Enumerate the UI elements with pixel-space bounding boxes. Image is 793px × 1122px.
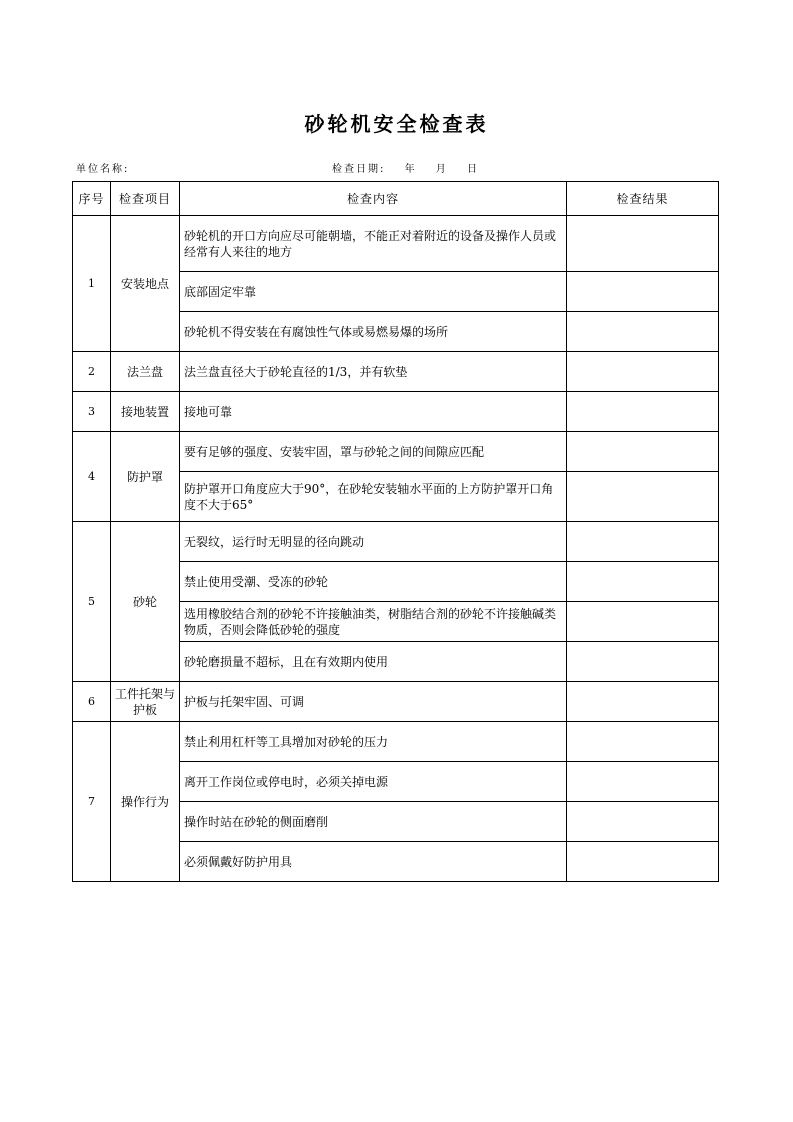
inspection-content: 操作时站在砂轮的侧面磨削	[180, 802, 567, 842]
inspection-result-cell[interactable]	[567, 312, 719, 352]
table-body	[73, 216, 719, 882]
inspection-content: 无裂纹，运行时无明显的径向跳动	[180, 522, 567, 562]
inspection-result-cell[interactable]	[567, 432, 719, 472]
row-number: 5	[73, 522, 111, 682]
row-number: 3	[73, 392, 111, 432]
inspection-result-cell[interactable]	[567, 562, 719, 602]
table-row	[73, 352, 719, 392]
inspection-item: 接地装置	[111, 392, 180, 432]
month-label: 月	[435, 164, 448, 175]
row-number: 7	[73, 722, 111, 882]
inspection-content: 离开工作岗位或停电时，必须关掉电源	[180, 762, 567, 802]
inspection-content: 禁止利用杠杆等工具增加对砂轮的压力	[180, 722, 567, 762]
table-header-row	[73, 182, 719, 216]
inspection-result-cell[interactable]	[567, 802, 719, 842]
table-row	[73, 682, 719, 722]
inspection-table	[72, 181, 719, 882]
inspection-content: 砂轮机不得安装在有腐蚀性气体或易燃易爆的场所	[180, 312, 567, 352]
inspection-result-cell[interactable]	[567, 682, 719, 722]
header-no: 序号	[73, 182, 111, 216]
inspection-content: 必须佩戴好防护用具	[180, 842, 567, 882]
year-label: 年	[404, 164, 417, 175]
header-content: 检查内容	[180, 182, 567, 216]
inspection-date	[332, 160, 493, 175]
unit-name-label: 单位名称:	[76, 164, 130, 175]
inspection-result-cell[interactable]	[567, 272, 719, 312]
inspection-item: 法兰盘	[111, 352, 180, 392]
inspection-item: 防护罩	[111, 432, 180, 522]
inspection-result-cell[interactable]	[567, 642, 719, 682]
inspection-item: 安装地点	[111, 216, 180, 352]
inspection-content: 选用橡胶结合剂的砂轮不许接触油类，树脂结合剂的砂轮不许接触碱类物质，否则会降低砂轮的强度	[180, 602, 567, 642]
inspection-content: 防护罩开口角度应大于90°，在砂轮安装轴水平面的上方防护罩开口角度不大于65°	[180, 472, 567, 522]
table-row	[73, 522, 719, 562]
inspection-content: 法兰盘直径大于砂轮直径的1/3，并有软垫	[180, 352, 567, 392]
table-row	[73, 392, 719, 432]
inspection-content: 接地可靠	[180, 392, 567, 432]
inspection-result-cell[interactable]	[567, 762, 719, 802]
inspection-content: 底部固定牢靠	[180, 272, 567, 312]
inspection-result-cell[interactable]	[567, 522, 719, 562]
table-row	[73, 432, 719, 472]
table-row	[73, 216, 719, 272]
page-title: 砂轮机安全检查表	[304, 112, 489, 136]
inspection-result-cell[interactable]	[567, 472, 719, 522]
header-result: 检查结果	[567, 182, 719, 216]
inspection-item: 砂轮	[111, 522, 180, 682]
date-label: 检查日期:	[332, 164, 386, 175]
inspection-item: 工件托架与护板	[111, 682, 180, 722]
row-number: 2	[73, 352, 111, 392]
inspection-result-cell[interactable]	[567, 352, 719, 392]
inspection-content: 砂轮磨损量不超标，且在有效期内使用	[180, 642, 567, 682]
table-row	[73, 722, 719, 762]
inspection-result-cell[interactable]	[567, 722, 719, 762]
row-number: 1	[73, 216, 111, 352]
inspection-result-cell[interactable]	[567, 216, 719, 272]
inspection-result-cell[interactable]	[567, 392, 719, 432]
header-item: 检查项目	[111, 182, 180, 216]
inspection-result-cell[interactable]	[567, 602, 719, 642]
inspection-content: 护板与托架牢固、可调	[180, 682, 567, 722]
row-number: 6	[73, 682, 111, 722]
inspection-item: 操作行为	[111, 722, 180, 882]
row-number: 4	[73, 432, 111, 522]
inspection-result-cell[interactable]	[567, 842, 719, 882]
inspection-content: 要有足够的强度、安装牢固，罩与砂轮之间的间隙应匹配	[180, 432, 567, 472]
inspection-content: 砂轮机的开口方向应尽可能朝墙，不能正对着附近的设备及操作人员或经常有人来往的地方	[180, 216, 567, 272]
day-label: 日	[466, 164, 479, 175]
inspection-content: 禁止使用受潮、受冻的砂轮	[180, 562, 567, 602]
